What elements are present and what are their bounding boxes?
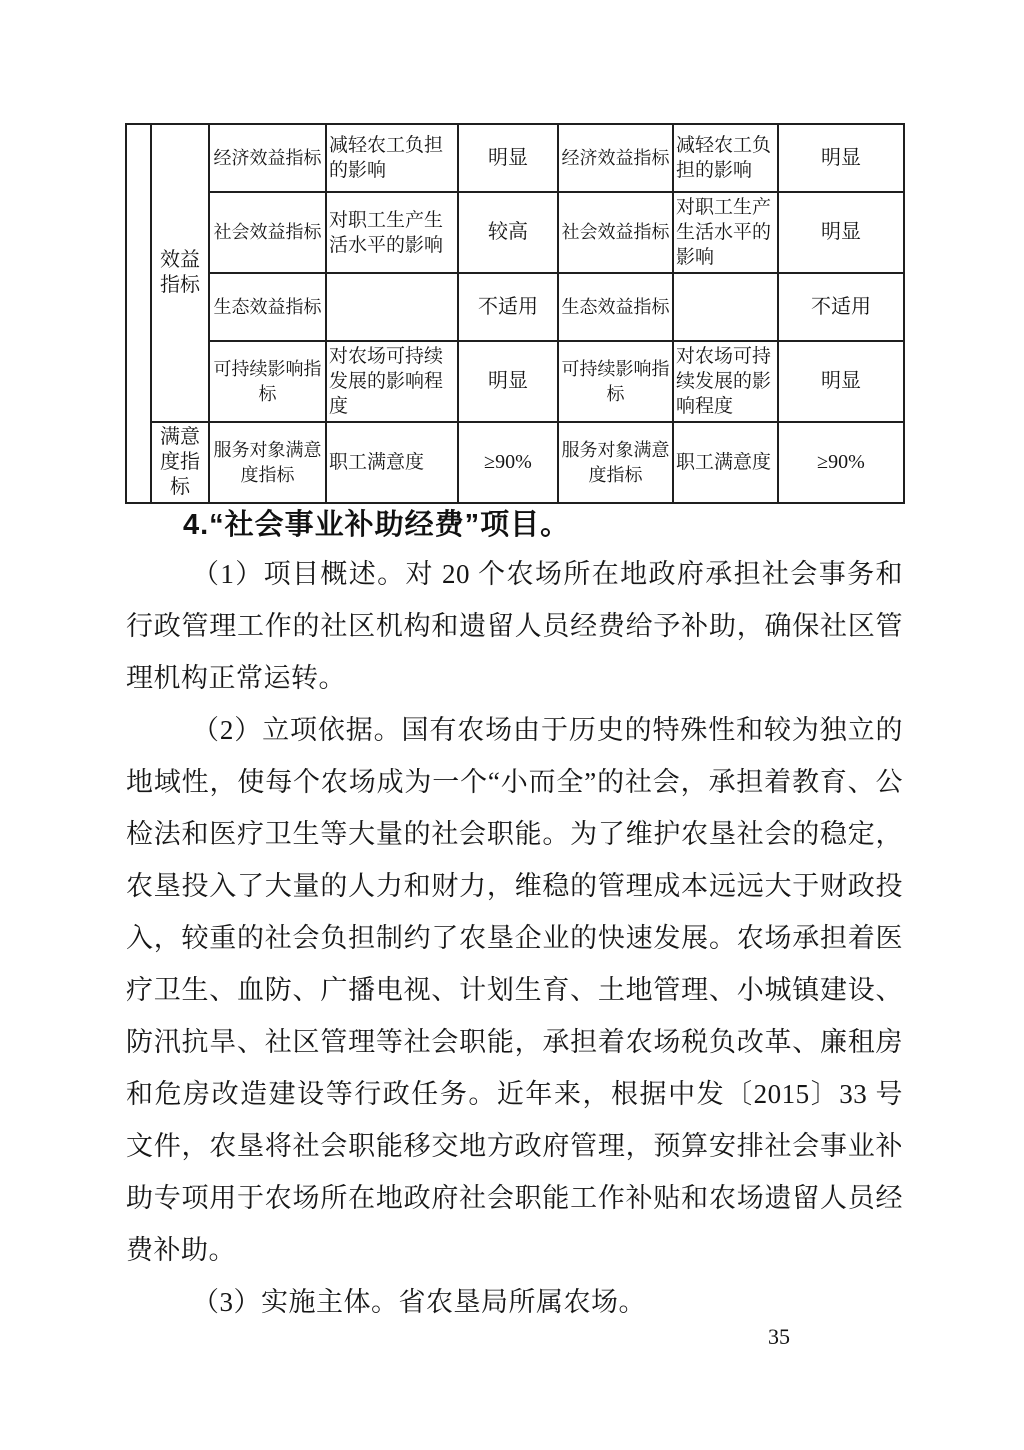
indicator-cell: 生态效益指标	[558, 273, 673, 341]
value-cell: ≥90%	[778, 422, 904, 503]
measure-cell: 减轻农工负担的影响	[673, 124, 778, 192]
value-cell: 不适用	[458, 273, 558, 341]
value-cell: 明显	[458, 341, 558, 422]
value-cell: 明显	[778, 192, 904, 273]
table-row	[126, 124, 904, 192]
table-row	[126, 341, 904, 422]
indicator-table	[125, 123, 905, 504]
benefit-group-cell: 效益指标	[151, 124, 209, 422]
paragraph-implementing-body: （3）实施主体。省农垦局所属农场。	[192, 1287, 646, 1317]
body-text	[126, 502, 903, 1328]
measure-cell	[673, 273, 778, 341]
page-number: 35	[768, 1324, 790, 1349]
indicator-cell: 服务对象满意度指标	[558, 422, 673, 503]
paragraph-project-basis: （2）立项依据。国有农场由于历史的特殊性和较为独立的地域性，使每个农场成为一个“小而全”的社会，承担着教育、公检法和医疗卫生等大量的社会职能。为了维护农垦社会的稳定，农垦投入了大量的人力和财力，维稳的管理成本远远大于财政投入，较重的社会负担制约了农垦企业的快速发展。农场承担着医疗卫生、血防、广播电视、计划生育、土地管理、小城镇建设、防汛抗旱、社区管理等社会职能，承担着农场税负改革、廉租房和危房改造建设等行政任务。近年来，根据中发〔2015〕33 号文件，农垦将社会职能移交地方政府管理，预算安排社会事业补助专项用于农场所在地政府社会职能工作补贴和农场遗留人员经费补助。	[126, 715, 903, 1265]
paragraph-project-overview: （1）项目概述。对 20 个农场所在地政府承担社会事务和行政管理工作的社区机构和遗留人员经费给予补助，确保社区管理机构正常运转。	[126, 559, 903, 693]
indicator-cell: 服务对象满意度指标	[209, 422, 326, 503]
indicator-cell: 可持续影响指标	[209, 341, 326, 422]
measure-cell: 对职工生产生活水平的影响	[326, 192, 458, 273]
measure-cell: 职工满意度	[673, 422, 778, 503]
value-cell: 明显	[778, 124, 904, 192]
value-cell: 不适用	[778, 273, 904, 341]
measure-cell: 对农场可持续发展的影响程度	[326, 341, 458, 422]
measure-cell: 对农场可持续发展的影响程度	[673, 341, 778, 422]
measure-cell: 职工满意度	[326, 422, 458, 503]
measure-cell	[326, 273, 458, 341]
value-cell: 明显	[458, 124, 558, 192]
indicator-cell: 经济效益指标	[209, 124, 326, 192]
table-row	[126, 273, 904, 341]
table-spine-cell	[126, 124, 151, 503]
value-cell: 明显	[778, 341, 904, 422]
indicator-cell: 社会效益指标	[558, 192, 673, 273]
indicator-cell: 生态效益指标	[209, 273, 326, 341]
table-row	[126, 192, 904, 273]
value-cell: ≥90%	[458, 422, 558, 503]
section-heading: 4.“社会事业补助经费”项目。	[183, 509, 571, 541]
measure-cell: 对职工生产生活水平的影响	[673, 192, 778, 273]
table-row	[126, 422, 904, 503]
measure-cell: 减轻农工负担的影响	[326, 124, 458, 192]
value-cell: 较高	[458, 192, 558, 273]
indicator-cell: 可持续影响指标	[558, 341, 673, 422]
indicator-cell: 社会效益指标	[209, 192, 326, 273]
indicator-cell: 经济效益指标	[558, 124, 673, 192]
satisfaction-group-cell: 满意度指标	[151, 422, 209, 503]
